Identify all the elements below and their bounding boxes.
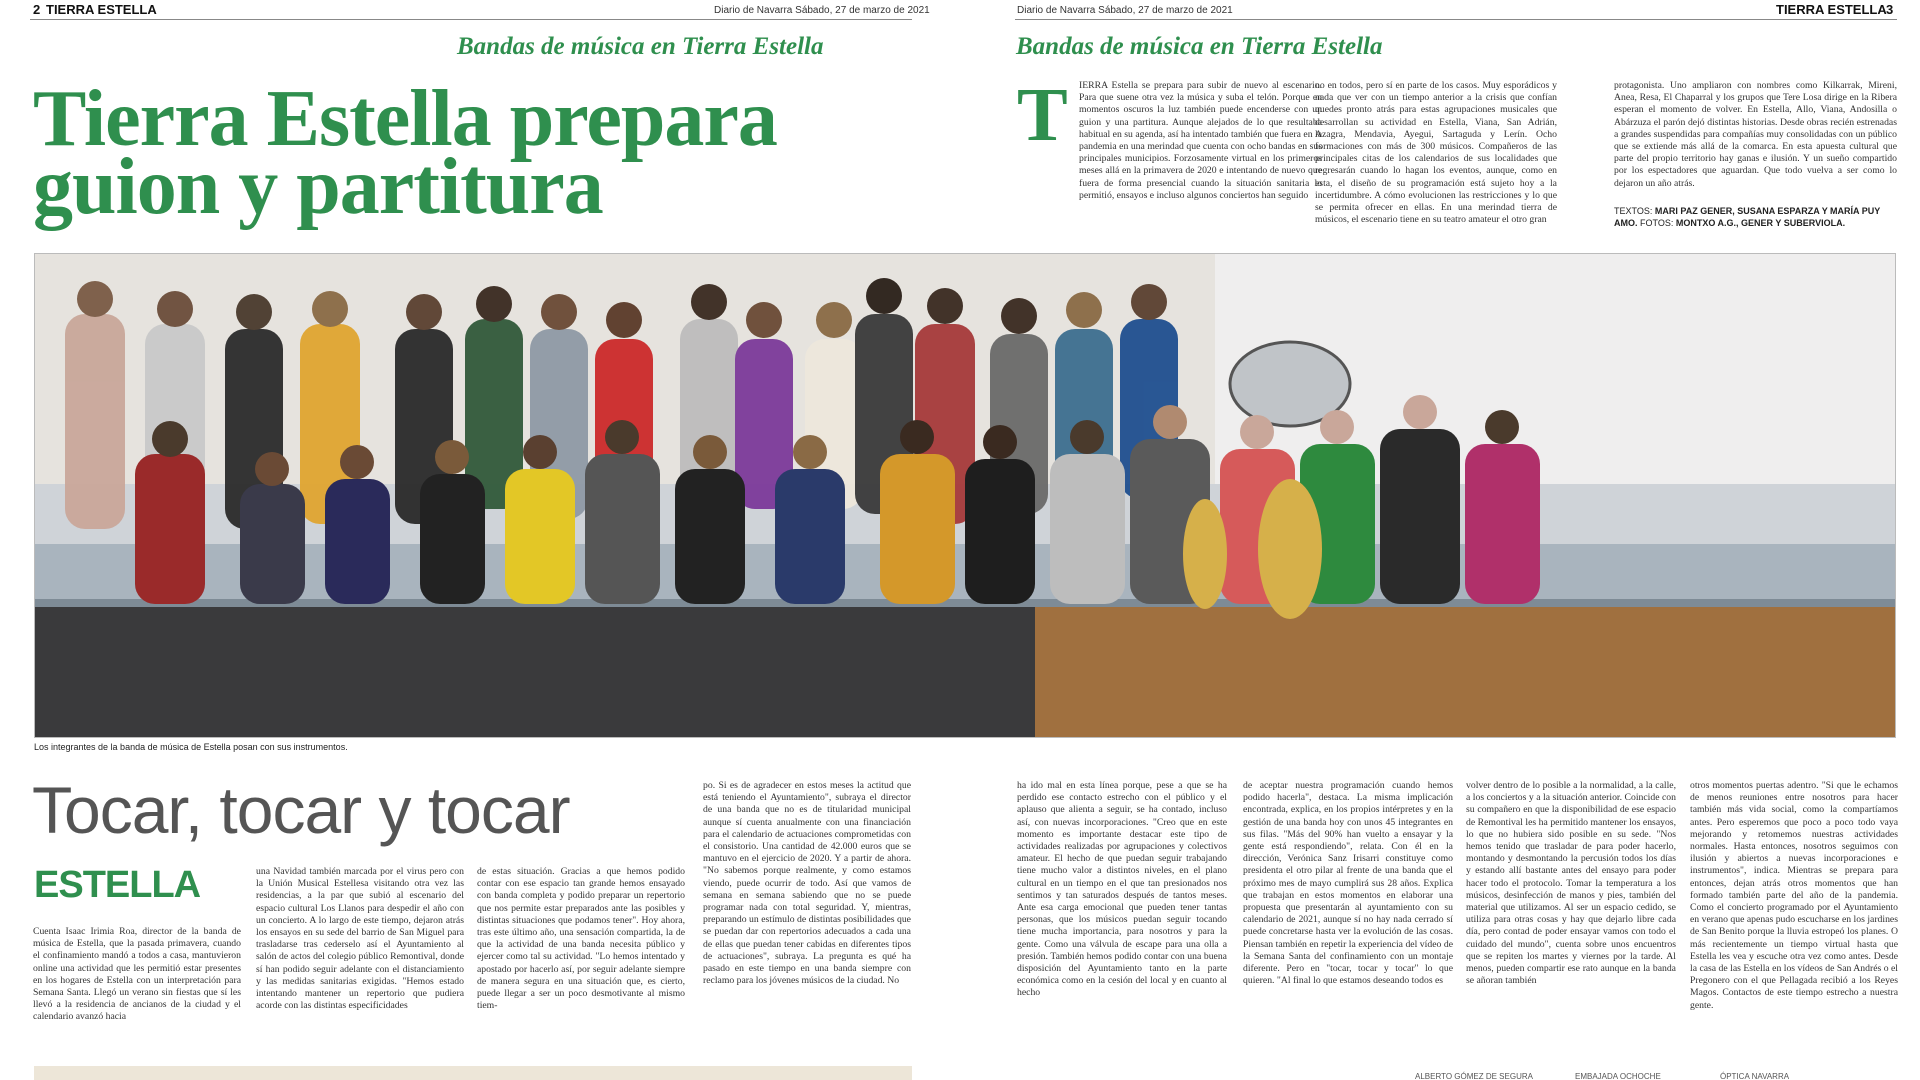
feature-column-5: ha ido mal en esta línea porque, pese a que se ha perdido ese contacto estrecho con el público y el aplauso que alienta a seguir, se ha contado, incluso así, con nuevas incorporaciones. "Creo que en este momento es importante destacar este tipo de actividades realizadas por agrupaciones y colectivos amateur. El hecho de que puedan seguir trabajando tiene mucho valor a distintos niveles, en el plano cultural en un tiempo en el que tan presionados nos sentimos y tan saturados después de tantos meses. Ante esa carga emocional que pueden tener tantas personas, que los músicos puedan seguir tocando tiene mucha importancia, para nosotros y para la gente. Como una válvula de escape para una olla a presión. También hemos podido contar con una buena disposición del Ayuntamiento tanto en la parte económica como en la cesión del local y en cuanto al hecho bbox=[1017, 780, 1227, 999]
feature-column-6: de aceptar nuestra programación cuando hemos podido hacerla", destaca. La misma implicación encontrada, explica, en los propios intérpretes y en la gestión de una banda hoy con unos 45 integrantes en sus filas. "Más del 90% han vuelto a ensayar y la gente está respondiendo", relata. Con él en la dirección, Verónica Sanz Irisarri constituye como presidenta el otro pilar al frente de una banda que el próximo mes de mayo cumplirá sus 28 años. Explica que trabajan en estos momentos en elaborar una propuesta que presentarán al ayuntamiento con su calendario de 2021, aunque sí no hay nada cerrado sí puede concretarse hasta ver la evolución de las cosas. Piensan también en repetir la experiencia del vídeo de la Semana Santa del confinamiento con un montaje diferente. Pero en "tocar, tocar y tocar" lo que quieren. "Al final lo que estamos deseando todos es bbox=[1243, 780, 1453, 987]
intro-column-1: IERRA Estella se prepara para subir de nuevo al escenario. Para que suene otra vez la música y suba el telón. Porque en momentos oscuros la luz también puede encenderse con un guion y una partitura. Aunque alejados de lo que resultaba habitual en su agenda, así ha intentado también que fuera en la pandemia en una merindad que cuenta con ocho bandas en sus principales municipios. Forzosamente virtual en los primeros meses allá en la primavera de 2020 e intentando de nuevo que fuera de forma presencial cuando la situación sanitaria lo permitió, ensayos e incluso algunos conciertos han seguido bbox=[1079, 80, 1322, 201]
masthead-date-left: Diario de Navarra Sábado, 27 de marzo de 2021 bbox=[714, 5, 930, 16]
headline-line-1: Tierra Estella prepara bbox=[33, 75, 777, 163]
kicker-left: Bandas de música en Tierra Estella bbox=[457, 33, 824, 60]
feature-column-2: una Navidad también marcada por el virus pero con la Unión Musical Estellesa visitando otra vez las residencias, a la par que subió al escenario del espacio cultural Los Llanos para despedir el año con un concierto. A lo largo de este tiempo, dejaron atrás los ensayos en su sede del barrio de San Miguel para trasladarse tras cederselo así el Ayuntamiento al salón de actos del colegio público Remontival, donde sí han podido seguir adelante con el distanciamiento y las medidas sanitarias exigidas. "Hemos estado intentando mantener un repertorio que pudiera acorde con las distintas especificidades bbox=[256, 866, 464, 1012]
feature-place: ESTELLA bbox=[34, 864, 201, 906]
credits-text-photographers: MONTXO A.G., GENER Y SUBERVIOLA. bbox=[1675, 218, 1846, 228]
credits-label-photos: FOTOS: bbox=[1640, 218, 1674, 228]
kicker-right: Bandas de música en Tierra Estella bbox=[1016, 33, 1383, 60]
section-label-left: TIERRA ESTELLA bbox=[46, 2, 157, 17]
credits-block bbox=[1614, 205, 1897, 229]
band-group-photo-art bbox=[35, 254, 1896, 738]
intro-column-3: protagonista. Uno ampliaron con nombres como Kilkarrak, Mireni, Anea, Resa, El Chaparral y los grupos que Tere Losa dirige en la Ribera esperan el momento de volver. En Estella, Allo, Viana, Andosilla o Abárzuza el parón dejó distintas historias. Desde obras recién estrenadas a grandes suspendidas para compañías muy consolidadas con un público que se extiende más allá de la comarca. En esta apuesta cultural que parte del propio territorio hay ganas e ilusión. Y un sueño compartido por los espectadores que aguardan. Que todo vuelva a ser como lo dejaron un año atrás. bbox=[1614, 80, 1897, 189]
bottom-tag-1: ALBERTO GÓMEZ DE SEGURA bbox=[1415, 1072, 1533, 1080]
feature-column-4: po. Si es de agradecer en estos meses la actitud que está teniendo el Ayuntamiento", subraya el director de una banda que no es de titularidad municipal aunque sí cuenta anualmente con una financiación para el calendario de actuaciones comprometidas con el consistorio. Una cantidad de 42.000 euros que se mantuvo en el ejercicio de 2020. Y a partir de ahora. "No sabemos porque realmente, y como estamos viendo, puede ocurrir de todo. Así que vamos de semana en semana sabiendo que no se puede programar nada con total seguridad. Y, mientras, preparando un estímulo de distintas posibilidades que se puedan dar con repertorios adecuados a cada una de ellas que puedan tener cabidas en diferentes tipos de actuaciones", subraya. La pregunta es qué ha pasado en este tiempo en una banda siempre con reclamo para los jóvenes músicos de la ciudad. No bbox=[703, 780, 911, 987]
bottom-photo-strip bbox=[34, 1066, 912, 1080]
masthead-date-right: Diario de Navarra Sábado, 27 de marzo de 2021 bbox=[1017, 5, 1233, 16]
header-rule-right bbox=[1015, 19, 1897, 20]
bottom-tag-3: ÓPTICA NAVARRA bbox=[1720, 1072, 1790, 1080]
band-group-photo bbox=[34, 253, 1896, 738]
feature-column-7: volver dentro de lo posible a la normalidad, a la calle, a los conciertos y a la situación anterior. Coincide con su compañero en que la disponibilidad de ese espacio de Remontival les ha permitido mantener los ensayos, lo que no hubiera sido posible en su sede. "Nos hemos tenido que trasladar de para poder hacerlo, montando y desmontando la percusión todos los días y estando allí bastante antes del ensayo para poder hacer todo el protocolo. Tomar la temperatura a los músicos, desinfección de manos y pies, también del material que utilizamos. Al ser un espacio cedido, se utiliza para otras cosas y hay que dejarlo libre cada día, pero contad de poder ensayar vamos con todo el cuidado del mundo", cuenta sobre unos encuentros que se repiten los martes y viernes por la tarde. Al menos, pueden compartir ese rato aunque en la banda se añoran también bbox=[1466, 780, 1676, 987]
feature-title: Tocar, tocar y tocar bbox=[32, 773, 570, 847]
credits-text-authors: MARI PAZ GENER, SUSANA ESPARZA Y MARÍA PUY AMO. bbox=[1614, 206, 1881, 228]
feature-column-8: otros momentos puertas adentro. "Si que le echamos de menos reuniones entre nosotros para hacer también más vida social, como la compartíamos antes. Pero esperemos que poco a poco todo vaya mejorando y retomemos nuestras actividades normales. Hasta entonces, nosotros seguimos con ilusión y abiertos a nuevas incorporaciones e instrumentos", indica. Mientras se prepara para entonces, dejan atrás otros momentos que han formado también parte del año de la pandemia. Como el concierto programado por el Ayuntamiento en verano que apenas pudo escucharse en los jardines de San Benito porque la lluvia estropeó los planes. O más recientemente un tiempo virtual hasta que Estella les vea y escuche otra vez como antes. Desde la casa de las Estella en los vídeos de San Andrés o el Pregonero con el que Pellagada recibió a los Reyes Magos. Contactos de este tiempo estrecho a nuestra gente. bbox=[1690, 780, 1898, 1011]
feature-column-1: Cuenta Isaac Irimia Roa, director de la banda de música de Estella, que la pasada primavera, cuando el confinamiento mandó a todos a casa, mantuvieron online una actividad que les permitió estar presentes en los hogares de Estella con un interpretación para Semana Santa. Llegó un verano sin fiestas que sí les llevó a la residencia de ancianos de la ciudad y el calendario avanzó hacia bbox=[33, 926, 241, 1023]
bottom-tag-2: EMBAJADA OCHOCHE bbox=[1575, 1072, 1661, 1080]
page-number-left: 2 bbox=[33, 2, 41, 17]
drop-cap: T bbox=[1017, 73, 1068, 157]
page-number-right: 3 bbox=[1886, 2, 1894, 17]
intro-column-2: no en todos, pero sí en parte de los casos. Muy esporádicos y nada que ver con un tiempo anterior a la crisis que confían quedes pronto atrás para estas agrupaciones musicales que desarrollan su actividad en Estella, Viana, San Adrián, Azagra, Mendavia, Ayegui, Sartaguda y Lerín. Ocho formaciones con más de 300 músicos. Compañeros de las principales citas de los calendarios de sus localidades que regresarán cuando lo hagan los eventos, aunque, como en esta, el diseño de su programación está sujeto hoy a la incertidumbre. A cómo evolucionen las restricciones y lo que se permita ofrecer en ellas. En una merindad tierra de músicos, el escenario tiene en su teatro amateur el otro gran bbox=[1315, 80, 1557, 226]
photo-caption: Los integrantes de la banda de música de Estella posan con sus instrumentos. bbox=[34, 742, 348, 752]
section-label-right: TIERRA ESTELLA bbox=[1776, 2, 1887, 17]
header-rule-left bbox=[30, 19, 912, 20]
credits-label-texts: TEXTOS: bbox=[1614, 206, 1653, 216]
feature-column-3: de estas situación. Gracias a que hemos podido contar con ese espacio tan grande hemos ensayado con banda completa y podido preparar un repertorio que nos permite estar preparados ante las posibles y distintas situaciones que podamos tener". Hoy ahora, tras este último año, una sensación compartida, la de que la actividad de una banda necesita público y ejercer como tal su actividad. "Lo hemos intentado y apostado por hacerlo así, por seguir adelante siempre de manera segura en una situación que, es cierto, puede llegar a ser un poco desmotivante al mismo tiem- bbox=[477, 866, 685, 1012]
headline-line-2: guion y partitura bbox=[33, 143, 603, 231]
